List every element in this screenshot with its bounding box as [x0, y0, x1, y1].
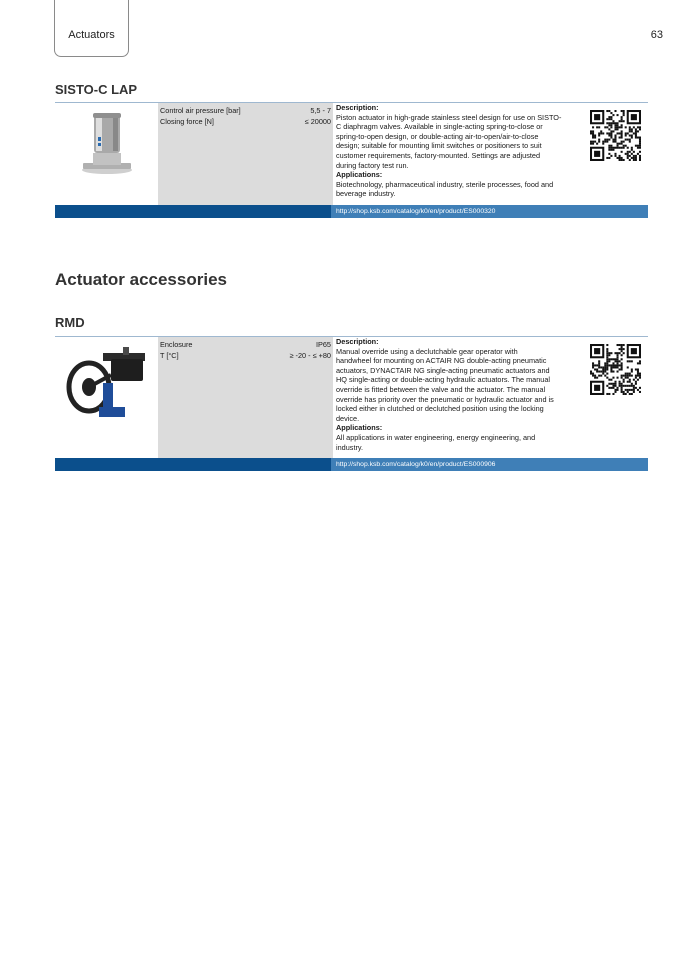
applications-line: Biotechnology, pharmaceutical industry, sterile processes, food and — [336, 179, 554, 189]
description-line: HQ single-acting or double-acting hydraulic actuators. The manual — [336, 375, 551, 385]
section-heading: Actuator accessories — [55, 270, 227, 289]
spec-value: IP65 — [315, 340, 331, 349]
applications-line: industry. — [336, 442, 364, 452]
qr-code-icon[interactable] — [590, 110, 641, 161]
product-description — [336, 337, 580, 452]
product-title-rmd: RMD — [55, 315, 85, 330]
description-line: device. — [336, 413, 360, 423]
description-line: C diaphragm valves. Available in single-acting spring-to-close or — [336, 122, 543, 132]
description-line: actuators, DYNACTAIR NG single-acting pneumatic actuators and — [336, 365, 550, 375]
chapter-tab-label: Actuators — [68, 29, 115, 41]
description-line: locked either in clutched or declutched position using the locking — [336, 404, 544, 414]
product-link[interactable]: http://shop.ksb.com/catalog/k0/en/product/ES000906 — [331, 458, 648, 471]
spec-label: T [°C] — [160, 351, 179, 360]
description-line: handwheel for mounting on ACTAIR NG double-acting pneumatic — [336, 356, 547, 366]
spec-value: 5,5 - 7 — [310, 106, 331, 115]
spec-value: ≥ -20 - ≤ +80 — [289, 351, 331, 360]
spec-label: Control air pressure [bar] — [160, 106, 241, 115]
spec-label: Enclosure — [160, 340, 193, 349]
description-line: customer requirements, factory-mounted. Settings are adjusted — [336, 150, 541, 160]
applications-line: All applications in water engineering, energy engineering, and — [336, 432, 536, 442]
spec-row — [160, 350, 331, 361]
description-heading: Description: — [336, 103, 379, 112]
spec-table — [158, 103, 333, 205]
product-image — [55, 337, 158, 459]
description-line: during factory test run. — [336, 160, 409, 170]
description-line: override has priority over the pneumatic or hydraulic actuator and is — [336, 394, 554, 404]
spec-row — [160, 116, 331, 127]
spec-table — [158, 337, 333, 459]
description-line: Manual override using a declutchable gear operator with — [336, 346, 518, 356]
link-bar — [55, 458, 648, 471]
product-description — [336, 103, 580, 199]
qr-code-icon[interactable] — [590, 344, 641, 395]
description-line: Piston actuator in high-grade stainless steel design for use on SISTO- — [336, 112, 562, 122]
product-block-sisto-c-lap — [55, 102, 648, 218]
spec-row — [160, 339, 331, 350]
product-block-rmd — [55, 336, 648, 472]
applications-heading: Applications: — [336, 423, 383, 433]
applications-line: beverage industry. — [336, 189, 396, 199]
spec-value: ≤ 20000 — [304, 117, 331, 126]
applications-heading: Applications: — [336, 170, 383, 180]
chapter-tab — [54, 0, 129, 57]
product-image — [55, 103, 158, 205]
description-line: override is fitted between the valve and the actuator. The manual — [336, 384, 546, 394]
spec-label: Closing force [N] — [160, 117, 214, 126]
link-bar — [55, 205, 648, 218]
page-number: 63 — [650, 29, 663, 41]
description-line: design; suitable for mounting limit switches or positioners to suit — [336, 141, 542, 151]
product-link[interactable]: http://shop.ksb.com/catalog/k0/en/product/ES000320 — [331, 205, 648, 218]
description-line: spring-to-open design, or double-acting air-to-open/air-to-close — [336, 131, 539, 141]
spec-row — [160, 105, 331, 116]
product-title-sisto-c-lap: SISTO-C LAP — [55, 82, 138, 97]
description-heading: Description: — [336, 337, 379, 346]
